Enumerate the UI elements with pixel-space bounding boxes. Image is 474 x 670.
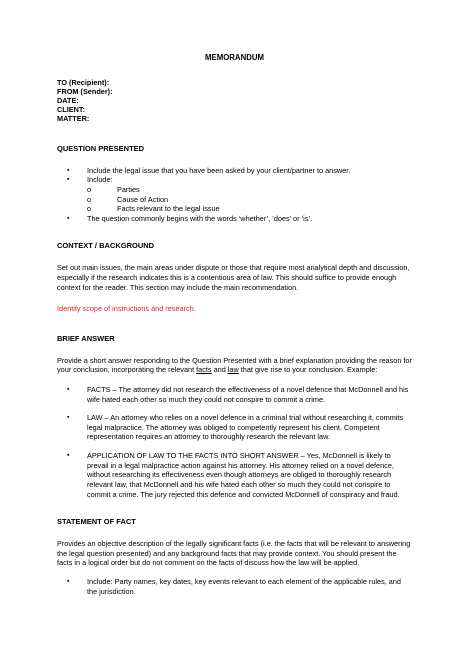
list-item-label: Include: (87, 175, 113, 185)
list-item: ▪ Include the legal issue that you have been asked by your client/partner to answer. (57, 166, 412, 176)
brief-answer-intro (57, 356, 412, 375)
law-example: ▪ LAW – An attorney who relies on a novel defence in a criminal trial without researching it, commits legal malpractice. The attorney was obliged to competently represent his client. Competent representation requires an attorney to thoroughly research the relevant law. (57, 413, 412, 442)
context-paragraph: Set out main issues, the main areas under dispute or those that require most analytical depth and discussion, especially if the research indicates this is a contentious area of law. This should suffice to provide enough context for the reader. This section may include the main recommendation. (57, 263, 410, 292)
intro-text: Provide a short answer responding to the Question Presented with a brief explanation providing the reason for your conclusion, incorporating the relevant (57, 355, 412, 375)
statement-of-fact-heading: STATEMENT OF FACT (57, 517, 136, 527)
context-heading: CONTEXT / BACKGROUND (57, 241, 155, 251)
statement-paragraph: Provides an objective description of the legally significant facts (i.e. the facts that will be relevant to answering the legal question presented) and any background facts that may provide context. You should present the facts in a logical order but do not comment on the facts of discuss how the law will be applied. (57, 539, 411, 568)
list-item: ▪ The question commonly begins with the words ‘whether’, ‘does’ or ‘is’. (57, 214, 412, 224)
sub-list-item: o Cause of Action (87, 195, 412, 205)
question-bullet-list (57, 166, 412, 224)
question-presented-heading: QUESTION PRESENTED (57, 143, 145, 153)
intro-text: that give rise to your conclusion. Example: (238, 365, 378, 375)
facts-example: ▪ FACTS – The attorney did not research the effectiveness of a novel defence that McDonnell and his wife hated each other so much they could not conspire to commit a crime. (57, 385, 412, 404)
memo-title: MEMORANDUM (205, 53, 264, 62)
date-field-label: DATE: (57, 96, 79, 106)
brief-answer-example-list (57, 385, 412, 499)
to-field-label: TO (Recipient): (57, 78, 110, 88)
sub-list-item: o Parties (87, 185, 412, 195)
client-field-label: CLIENT: (57, 104, 85, 114)
law-underlined: law (227, 365, 239, 375)
matter-field-label: MATTER: (57, 113, 90, 123)
statement-bullet-list (57, 577, 412, 596)
facts-underlined: facts (196, 365, 212, 375)
from-field-label: FROM (Sender): (57, 87, 113, 97)
brief-answer-section (57, 334, 412, 499)
memo-header-fields (57, 79, 412, 123)
list-item: ▪ Include: Party names, key dates, key events relevant to each element of the applicable rules, and the jurisdiction. (57, 577, 412, 596)
list-item (57, 175, 412, 214)
question-presented-section (57, 144, 412, 224)
application-example: ▪ APPLICATION OF LAW TO THE FACTS INTO SHORT ANSWER – Yes, McDonnell is likely to prevail in a legal malpractice action against his attorney. His attorney relied on a novel defence, without researching its effectiveness even though attorneys are obliged to thoroughly research relevant law, that McDonnell and his wife hated each other so much they could not conspire to commit a crime. The jury rejected this defence and convicted McDonnell of conspiracy and fraud. (57, 451, 412, 499)
statement-of-fact-section (57, 517, 412, 596)
brief-answer-heading: BRIEF ANSWER (57, 333, 115, 343)
sub-list-item: o Facts relevant to the legal issue (87, 204, 412, 214)
intro-text: and (211, 365, 228, 375)
scope-note: Identify scope of instructions and research. (57, 304, 196, 314)
context-section (57, 241, 412, 313)
include-sub-list (87, 185, 412, 214)
